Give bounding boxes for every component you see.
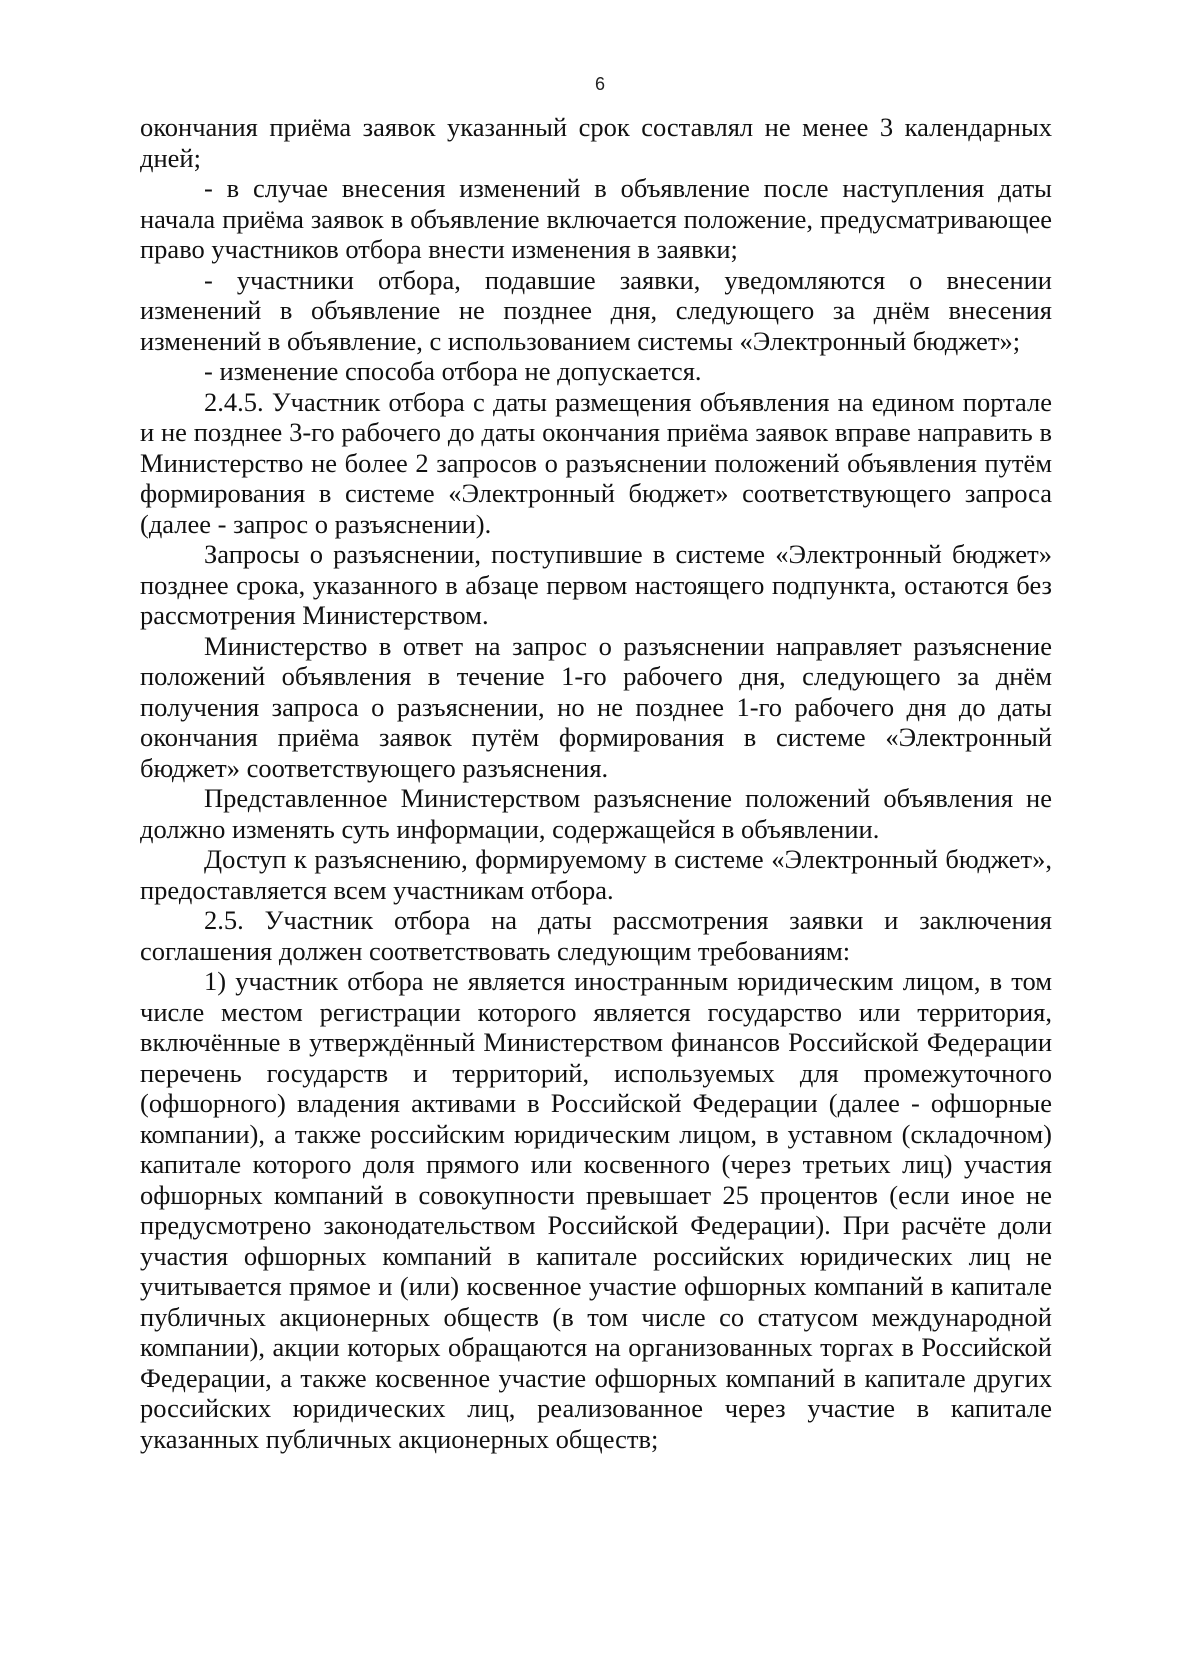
paragraph: Представленное Министерством разъяснение положений объявления не должно изменять суть информации, содержащейся в объявлении. bbox=[140, 783, 1052, 844]
paragraph: - в случае внесения изменений в объявление после наступления даты начала приёма заявок в объявление включается положение, предусматривающее право участников отбора внести изменения в заявки; bbox=[140, 173, 1052, 264]
paragraph: Министерство в ответ на запрос о разъяснении направляет разъяснение положений объявления в течение 1-го рабочего дня, следующего за днём получения запроса о разъяснении, но не позднее 1-го рабочего дня до даты окончания приёма заявок путём формирования в системе «Электронный бюджет» соответствующего разъяснения. bbox=[140, 630, 1052, 783]
paragraph: 2.5. Участник отбора на даты рассмотрения заявки и заключения соглашения должен соответствовать следующим требованиям: bbox=[140, 905, 1052, 966]
paragraph: 1) участник отбора не является иностранным юридическим лицом, в том числе местом регистрации которого является государство или территория, включённые в утверждённый Министерством финансов Российской Федерации перечень государств и территорий, используемых для промежуточного (офшорного) владения активами в Российской Федерации (далее - офшорные компании), а также российским юридическим лицом, в уставном (складочном) капитале которого доля прямого или косвенного (через третьих лиц) участия офшорных компаний в совокупности превышает 25 процентов (если иное не предусмотрено законодательством Российской Федерации). При расчёте доли участия офшорных компаний в капитале российских юридических лиц не учитывается прямое и (или) косвенное участие офшорных компаний в капитале публичных акционерных обществ (в том числе со статусом международной компании), акции которых обращаются на организованных торгах в Российской Федерации, а также косвенное участие офшорных компаний в капитале других российских юридических лиц, реализованное через участие в капитале указанных публичных акционерных обществ; bbox=[140, 966, 1052, 1454]
page-number: 6 bbox=[594, 74, 605, 94]
paragraph: - участники отбора, подавшие заявки, уведомляются о внесении изменений в объявление не позднее дня, следующего за днём внесения изменений в объявление, с использованием системы «Электронный бюджет»; bbox=[140, 264, 1052, 356]
paragraph: окончания приёма заявок указанный срок составлял не менее 3 календарных дней; bbox=[140, 112, 1052, 173]
document-body bbox=[140, 112, 1052, 1454]
paragraph: 2.4.5. Участник отбора с даты размещения объявления на едином портале и не позднее 3-го рабочего до даты окончания приёма заявок вправе направить в Министерство не более 2 запросов о разъяснении положений объявления путём формирования в системе «Электронный бюджет» соответствующего запроса (далее - запрос о разъяснении). bbox=[140, 386, 1052, 539]
paragraph: Запросы о разъяснении, поступившие в системе «Электронный бюджет» позднее срока, указанного в абзаце первом настоящего подпункта, остаются без рассмотрения Министерством. bbox=[140, 539, 1052, 630]
paragraph: - изменение способа отбора не допускается. bbox=[204, 356, 702, 386]
paragraph: Доступ к разъяснению, формируемому в системе «Электронный бюджет», предоставляется всем участникам отбора. bbox=[140, 844, 1052, 905]
